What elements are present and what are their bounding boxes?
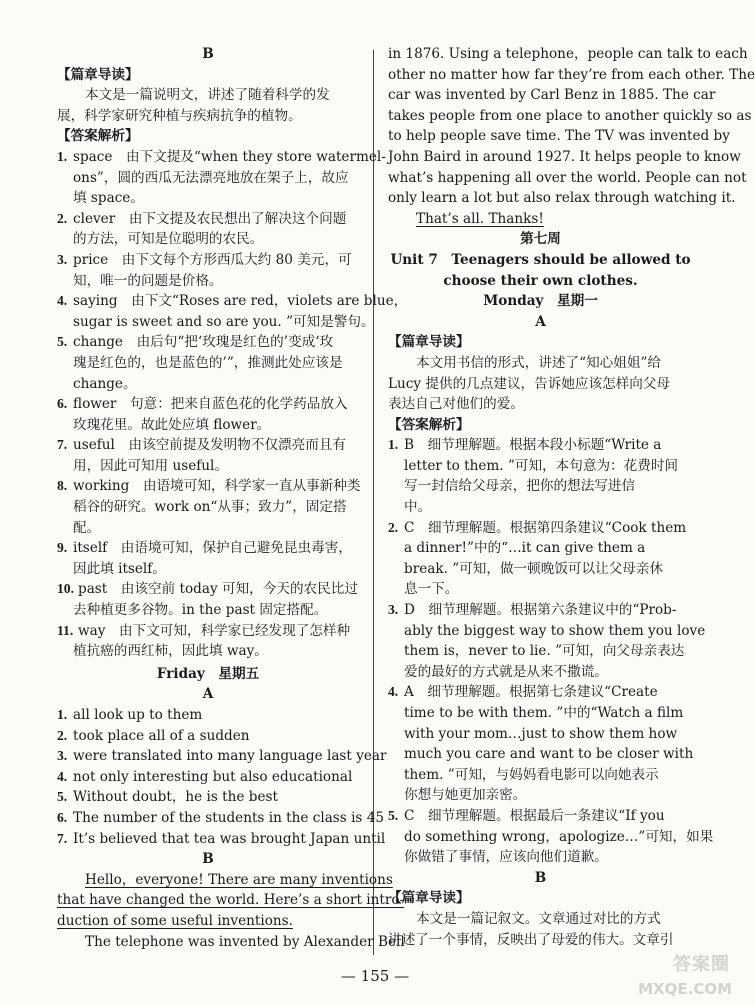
answer-text: change 由后句“把‘玫瑰是红色的’变成‘玫: [73, 334, 334, 351]
answer-continuation: ons”，圆的西瓜无法漂亮地放在架子上，故应: [73, 169, 349, 186]
friday-answer-item: [57, 746, 387, 767]
passage-line: John Baird in around 1927. It helps people to know: [388, 148, 741, 165]
answer-number: 7.: [57, 437, 68, 453]
answer-continuation: 填 space。: [73, 190, 144, 207]
answer-item: [57, 394, 359, 415]
answer-number: 4.: [57, 293, 68, 309]
answer-number: 3.: [57, 748, 68, 764]
passage-line: duction of some useful inventions.: [57, 912, 293, 929]
answer-text: space 由下文提及“when they store watermel-: [73, 148, 386, 165]
unit-title: Unit 7 Teenagers should be allowed to: [390, 251, 691, 268]
answer-text: useful 由该空前提及发明物不仅漂亮而且有: [73, 437, 347, 454]
answer-item: [388, 435, 693, 456]
answer-text: saying 由下文“Roses are red，violets are blue，: [73, 293, 408, 310]
friday-section-a: A: [202, 686, 214, 703]
passage-line: The telephone was invented by Alexander Bell: [85, 933, 405, 950]
answer-continuation: them is，never to lie. ”可知，向父母亲表达: [404, 643, 685, 660]
answer-text: not only interesting but also educational: [73, 768, 353, 785]
right-column: [388, 44, 755, 950]
answers-header: 【答案解析】: [57, 128, 139, 145]
answer-item: [57, 538, 359, 559]
answer-text: way 由下文可知，科学家已经发现了怎样种: [78, 622, 351, 639]
passage-line: only learn a lot but also relax through watching it.: [388, 190, 736, 207]
answer-continuation: 配。: [73, 519, 101, 536]
guide-header: 【篇章导读】: [57, 66, 139, 83]
answer-item: [57, 147, 386, 168]
answer-number: 2.: [57, 210, 68, 226]
guide-line: 讲述了一个事情，反映出了母爱的伟大。文章引: [388, 931, 674, 948]
answer-continuation: 用，因此可知用 useful。: [73, 457, 228, 474]
answer-text: It’s believed that tea was brought Japan until: [73, 830, 386, 847]
answer-number: 3.: [388, 602, 399, 618]
section-b-heading: B: [534, 869, 547, 886]
answer-continuation: 知，唯一的问题是价格。: [73, 272, 223, 289]
friday-answer-item: [57, 726, 359, 747]
answer-continuation: 爱的最好的方式就是从来不撒谎。: [404, 663, 608, 680]
guide-line: 展，科学家研究种植与疾病抗争的植物。: [57, 107, 302, 124]
answer-continuation: break. ”可知，做一顿晚饭可以让父母亲休: [404, 560, 664, 577]
answer-number: 4.: [57, 768, 68, 784]
answer-number: 4.: [388, 684, 399, 700]
answer-continuation: 植抗癌的西红柿，因此填 way。: [73, 643, 268, 660]
guide-line: Lucy 提供的几点建议，告诉她应该怎样向父母: [388, 375, 671, 392]
answer-item: [388, 682, 693, 703]
answer-item: [388, 806, 693, 827]
watermark-logo: 答案圈: [673, 954, 730, 975]
answer-text: The number of the students in the class is 45: [73, 809, 385, 826]
guide-line: 表达自己对他们的爱。: [388, 396, 524, 413]
answer-continuation: 写一封信给父母亲，把你的想法写进信: [404, 478, 636, 495]
section-b-heading: B: [202, 46, 214, 62]
answer-continuation: them. ”可知，与妈妈看电影可以向她表示: [404, 766, 659, 783]
monday-heading: Monday 星期一: [483, 293, 598, 310]
answer-text: D 细节理解题。根据第六条建议中的“Prob-: [404, 602, 677, 619]
answer-item: [388, 600, 693, 621]
section-a-heading: A: [535, 313, 546, 330]
answer-number: 11.: [57, 622, 74, 638]
watermark-url: MXQE.COM: [638, 980, 732, 998]
answer-continuation: 玫瑰花里。故此处应填 flower。: [73, 416, 271, 433]
answer-number: 5.: [57, 334, 68, 350]
answer-number: 1.: [57, 148, 68, 164]
friday-answer-item: [57, 787, 359, 808]
passage-line: Hello，everyone! There are many inventions: [85, 871, 393, 888]
answer-continuation: 你想与她更加亲密。: [404, 787, 527, 804]
friday-answer-item: [57, 829, 386, 850]
answer-continuation: 稻谷的研究。work on“从事；致力”，固定搭: [73, 499, 347, 516]
answer-continuation: much you care and want to be closer with: [404, 746, 694, 763]
answer-continuation: with your mom…just to show them how: [404, 725, 678, 742]
answer-number: 2.: [57, 727, 68, 743]
answer-continuation: 因此填 itself。: [73, 560, 166, 577]
week-heading: 第七周: [520, 231, 561, 248]
left-column: [57, 44, 408, 952]
guide-line: 本文用书信的形式，讲述了“知心姐姐”给: [416, 354, 661, 371]
answer-continuation: time to be with them. ”中的“Watch a film: [404, 705, 684, 721]
answer-continuation: letter to them. ”可知，本句意为：花费时间: [404, 457, 679, 474]
answer-number: 5.: [57, 789, 68, 805]
answer-text: took place all of a sudden: [73, 727, 250, 744]
answer-text: C 细节理解题。根据第四条建议“Cook them: [404, 519, 687, 536]
answers-header: 【答案解析】: [388, 416, 470, 433]
answer-continuation: 中。: [404, 499, 432, 516]
answer-item: [57, 476, 359, 497]
guide-header: 【篇章导读】: [388, 890, 470, 907]
answer-text: itself 由语境可知，保护自己避免昆虫毒害，: [73, 540, 352, 557]
passage-line: other no matter how far they’re from each other. The: [388, 66, 755, 83]
answer-continuation: 你做错了事情，应该向他们道歉。: [404, 849, 608, 866]
answer-continuation: 瑰是红色的，也是蓝色的’”，推测此处应该是: [73, 354, 343, 371]
answer-continuation: 的方法，可知是位聪明的农民。: [73, 231, 264, 248]
friday-answer-list: [57, 705, 387, 849]
answer-number: 5.: [388, 807, 399, 823]
answer-number: 9.: [57, 540, 68, 556]
passage-line: that have changed the world. Here’s a short intro-: [57, 892, 405, 909]
friday-answer-item: [57, 808, 385, 829]
friday-section-b: B: [202, 851, 214, 868]
answer-item: [57, 579, 359, 600]
passage-line: takes people from one place to another quickly so as: [388, 107, 752, 124]
guide-line: 本文是一篇记叙文。文章通过对比的方式: [416, 910, 661, 927]
answer-list: [388, 435, 714, 867]
answer-item: [57, 250, 359, 271]
answer-continuation: ably the biggest way to show them you love: [404, 622, 706, 639]
answer-number: 7.: [57, 830, 68, 846]
answer-text: A 细节理解题。根据第七条建议“Create: [404, 684, 658, 701]
answer-number: 1.: [57, 707, 68, 722]
answer-list: [57, 147, 408, 662]
answer-text: were translated into many language last year: [73, 748, 387, 765]
answer-number: 10.: [57, 581, 74, 597]
thanks-line: That’s all. Thanks!: [416, 210, 544, 227]
passage-line: in 1876. Using a telephone，people can talk to each: [388, 46, 748, 62]
answer-item: [388, 518, 693, 539]
answer-number: 6.: [57, 809, 68, 825]
answer-text: B 细节理解题。根据本段小标题“Write a: [404, 437, 662, 454]
friday-answer-item: [57, 705, 359, 726]
answer-number: 2.: [388, 519, 399, 535]
friday-answer-item: [57, 767, 359, 788]
answer-number: 1.: [388, 437, 399, 453]
guide-header: 【篇章导读】: [388, 334, 470, 351]
passage-line: to help people save time. The TV was invented by: [388, 128, 730, 145]
answer-text: flower 句意：把来自蓝色花的化学药品放入: [73, 396, 348, 413]
answer-continuation: 去种植更多谷物。in the past 固定搭配。: [73, 602, 328, 619]
answer-number: 6.: [57, 396, 68, 412]
answer-item: [57, 291, 408, 312]
passage-line: car was invented by Carl Benz in 1885. The car: [388, 87, 716, 104]
guide-line: 本文是一篇说明文，讲述了随着科学的发: [85, 87, 330, 104]
friday-heading: Friday 星期五: [156, 665, 260, 682]
answer-item: [57, 621, 359, 642]
answer-item: [57, 209, 359, 230]
answer-continuation: change。: [73, 375, 137, 392]
answer-text: clever 由下文提及农民想出了解决这个问题: [73, 210, 347, 227]
answer-continuation: a dinner!”中的“…it can give them a: [404, 540, 646, 557]
answer-number: 8.: [57, 478, 68, 494]
answer-item: [57, 435, 359, 456]
answer-continuation: 息一下。: [404, 581, 459, 598]
passage-line: what’s happening all over the world. People can not: [388, 169, 747, 186]
page-number: — 155 —: [340, 967, 410, 985]
answer-text: working 由语境可知，科学家一直从事新种类: [73, 478, 361, 495]
answer-continuation: sugar is sweet and so are you. ”可知是警句。: [73, 313, 375, 330]
unit-title: choose their own clothes.: [443, 272, 638, 289]
answer-item: [57, 332, 359, 353]
answer-text: C 细节理解题。根据最后一条建议“If you: [404, 807, 665, 824]
passage-continuation: [388, 44, 755, 209]
answer-continuation: do something wrong，apologize…”可知，如果: [404, 828, 714, 845]
answer-text: price 由下文每个方形西瓜大约 80 美元，可: [73, 251, 352, 268]
answer-text: past 由该空前 today 可知，今天的农民比过: [78, 581, 358, 598]
answer-text: all look up to them: [73, 707, 203, 723]
answer-number: 3.: [57, 251, 68, 267]
answer-text: Without doubt，he is the best: [73, 789, 278, 806]
